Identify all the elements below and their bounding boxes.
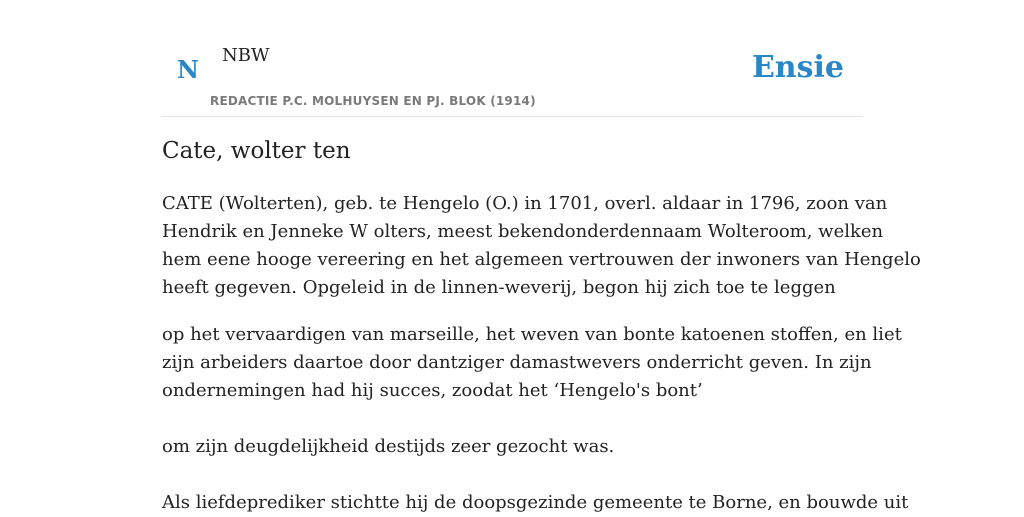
text-line: Hendrik en Jenneke W olters, meest bekendonderdennaam Wolteroom, welken: [162, 221, 884, 242]
site-header: [162, 0, 862, 117]
text-line: heeft gegeven. Opgeleid in de linnen-weverij, begon hij zich toe te leggen: [162, 277, 836, 298]
text-line: CATE (Wolterten), geb. te Hengelo (O.) in 1701, overl. aldaar in 1796, zoon van: [162, 193, 888, 214]
article-title: Cate, wolter ten: [162, 138, 351, 164]
text-line: Als liefdeprediker stichtte hij de doopsgezinde gemeente te Borne, en bouwde uit: [162, 492, 909, 513]
source-name[interactable]: NBW: [222, 45, 270, 66]
paragraph: [162, 190, 921, 302]
paragraph: [162, 433, 862, 461]
text-line: om zijn deugdelijkheid destijds zeer gezocht was.: [162, 436, 615, 457]
text-line: op het vervaardigen van marseille, het weven van bonte katoenen stoffen, en liet: [162, 324, 902, 345]
article-body: [162, 190, 921, 517]
text-line: zijn arbeiders daartoe door dantziger damastwevers onderricht geven. In zijn: [162, 352, 872, 373]
paragraph: [162, 489, 909, 517]
text-line: ondernemingen had hij succes, zoodat het ‘Hengelo's bont’: [162, 380, 703, 401]
text-line: hem eene hooge vereering en het algemeen vertrouwen der inwoners van Hengelo: [162, 249, 921, 270]
paragraph: [162, 321, 902, 405]
brand-logo[interactable]: Ensie: [751, 50, 844, 85]
source-editors: REDACTIE P.C. MOLHUYSEN EN PJ. BLOK (1914): [210, 94, 536, 108]
source-logo[interactable]: N: [177, 55, 199, 84]
